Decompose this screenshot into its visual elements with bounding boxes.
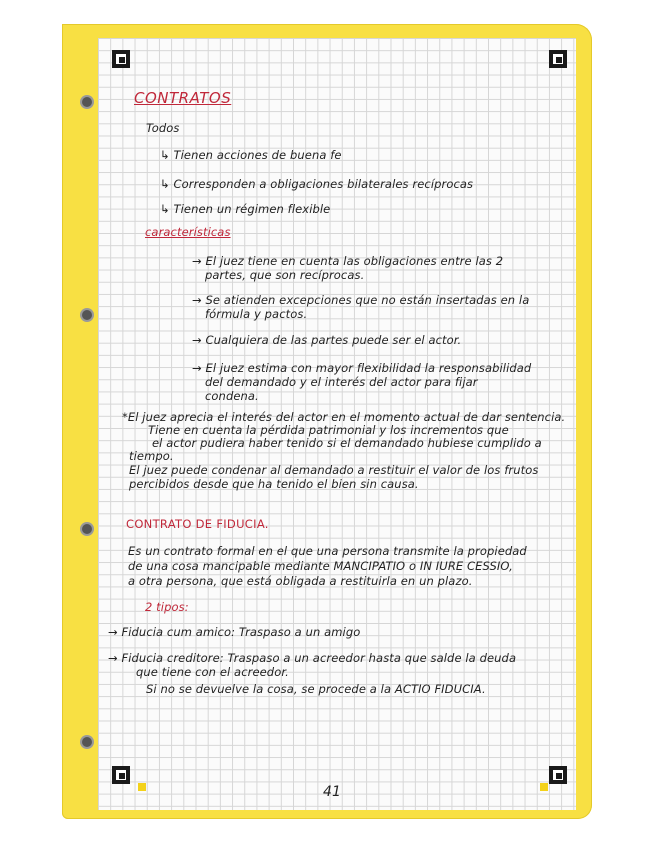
tipo-item: que tiene con el acreedor. [136, 665, 289, 679]
caracteristica-item [192, 254, 503, 268]
caracteristica-item: partes, que son recíprocas. [205, 268, 365, 282]
todos-item [160, 177, 473, 191]
punch-hole [82, 310, 92, 320]
corner-marker-icon [549, 50, 567, 68]
todos-item-text: Tienen acciones de buena fe [173, 148, 342, 162]
tipo-item [108, 625, 360, 639]
page-heading: CONTRATOS [134, 89, 232, 107]
caracteristica-item: del demandado y el interés del actor para fijar [205, 375, 478, 389]
caracteristica-line: El juez tiene en cuenta las obligaciones entre las 2 [205, 254, 504, 268]
punch-hole [82, 524, 92, 534]
todos-item-text: Tienen un régimen flexible [173, 202, 331, 216]
note-line: El juez puede condenar al demandado a restituir el valor de los frutos [129, 463, 539, 477]
tipo-item [108, 651, 516, 665]
punch-hole [82, 97, 92, 107]
tipo-text: Fiducia cum amico: Traspaso a un amigo [121, 625, 361, 639]
yellow-marker [138, 783, 146, 791]
sub-arrow-icon: ↳ [160, 148, 170, 162]
sub-arrow-icon: ↳ [160, 202, 170, 216]
arrow-icon: → [192, 293, 202, 307]
fiducia-def-line: a otra persona, que está obligada a restituirla en un plazo. [128, 574, 473, 588]
corner-marker-icon [549, 766, 567, 784]
note-line: el actor pudiera haber tenido si el demandado hubiese cumplido a [152, 436, 542, 450]
caracteristica-item [192, 333, 461, 347]
asterisk-icon: * [122, 410, 128, 424]
note-line: Tiene en cuenta la pérdida patrimonial y los incrementos que [148, 423, 509, 437]
corner-marker-icon [112, 50, 130, 68]
arrow-icon: → [192, 254, 202, 268]
tipo-text: Fiducia creditore: Traspaso a un acreedor hasta que salde la deuda [121, 651, 517, 665]
fiducia-def-line: de una cosa mancipable mediante MANCIPATIO o IN IURE CESSIO, [128, 559, 513, 573]
todos-label: Todos [146, 121, 180, 135]
arrow-icon: → [108, 651, 118, 665]
note-line: percibidos desde que ha tenido el bien sin causa. [129, 477, 419, 491]
caracteristica-item: condena. [205, 389, 259, 403]
note-line: tiempo. [129, 449, 174, 463]
note-text: El juez aprecia el interés del actor en el momento actual de dar sentencia. [127, 410, 566, 424]
yellow-marker [540, 783, 548, 791]
punch-hole [82, 737, 92, 747]
final-line: Si no se devuelve la cosa, se procede a la ACTIO FIDUCIA. [146, 682, 486, 696]
caracteristica-item: fórmula y pactos. [205, 307, 308, 321]
caracteristica-line: El juez estima con mayor flexibilidad la responsabilidad [205, 361, 532, 375]
sub-arrow-icon: ↳ [160, 177, 170, 191]
fiducia-title: CONTRATO DE FIDUCIA. [126, 517, 269, 531]
caracteristica-line: Se atienden excepciones que no están insertadas en la [205, 293, 530, 307]
fiducia-def-line: Es un contrato formal en el que una persona transmite la propiedad [128, 544, 527, 558]
caracteristica-item [192, 361, 531, 375]
caracteristica-line: Cualquiera de las partes puede ser el actor. [205, 333, 462, 347]
caracteristica-item [192, 293, 529, 307]
arrow-icon: → [192, 361, 202, 375]
note-line [122, 410, 565, 424]
arrow-icon: → [108, 625, 118, 639]
arrow-icon: → [192, 333, 202, 347]
caracteristicas-title: características [145, 225, 231, 239]
tipos-title: 2 tipos: [145, 600, 189, 614]
todos-item [160, 148, 342, 162]
page-number: 41 [323, 784, 342, 800]
todos-item [160, 202, 330, 216]
todos-item-text: Corresponden a obligaciones bilaterales recíprocas [173, 177, 474, 191]
corner-marker-icon [112, 766, 130, 784]
